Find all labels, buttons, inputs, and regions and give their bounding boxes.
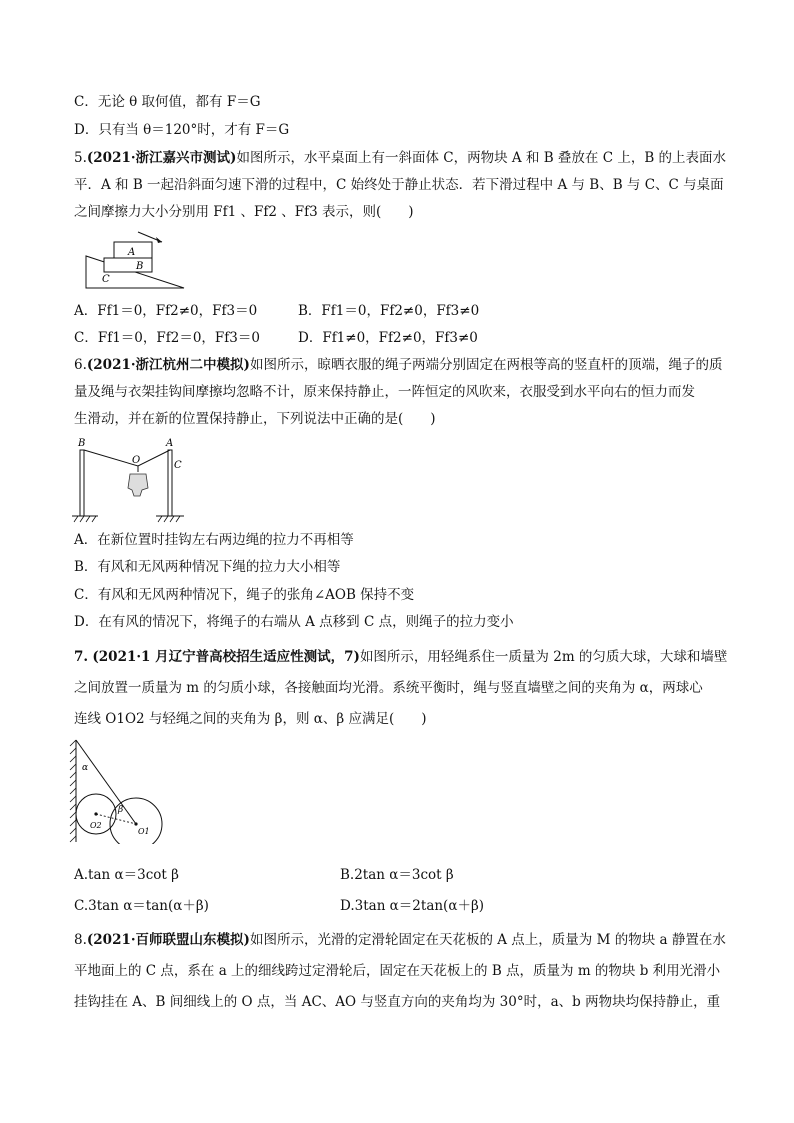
q5-option-b: B．Ff1＝0，Ff2≠0，Ff3≠0: [298, 303, 480, 319]
q6-label-c: C: [174, 460, 182, 471]
q6-number: 6.: [74, 357, 87, 373]
q6-label-a: A: [166, 438, 174, 449]
q6-option-b: B．有风和无风两种情况下绳的拉力大小相等: [74, 559, 341, 575]
q7-option-a: A.tan α＝3cot β: [74, 867, 179, 883]
q6-rope: [84, 450, 170, 466]
q7-rope: [76, 740, 136, 824]
q7-label-o2: O2: [90, 821, 102, 830]
q7-source: (2021·1 月辽宁普高校招生适应性测试，7): [92, 649, 360, 665]
q7-label-o1: O1: [138, 827, 150, 836]
q7-stem-line2: 之间放置一质量为 m 的匀质小球，各接触面均光滑。系统平衡时，绳与竖直墙壁之间的夹角为 α，两球心: [74, 680, 703, 696]
q6-figure: [72, 436, 190, 524]
q6-label-o: O: [132, 455, 141, 466]
q7-figure: [68, 738, 172, 844]
q8-number: 8.: [74, 932, 87, 948]
q8-text-1: 如图所示，光滑的定滑轮固定在天花板的 A 点上，质量为 M 的物块 a 静置在水: [249, 932, 726, 948]
q5-source: (2021·浙江嘉兴市测试): [86, 150, 237, 166]
q8-source: (2021·百师联盟山东模拟): [86, 932, 250, 948]
q5-label-a: A: [128, 247, 136, 258]
q7-text-1: 如图所示，用轻绳系住一质量为 2m 的匀质大球，大球和墙壁: [359, 649, 728, 665]
q8-stem-line2: 平地面上的 C 点，系在 a 上的细线跨过定滑轮后，固定在天花板上的 B 点，质量为 m 的物块 b 利用光滑小: [74, 963, 721, 979]
q5-option-d: D．Ff1≠0，Ff2≠0，Ff3≠0: [298, 330, 478, 346]
q6-stem-line1: [74, 356, 722, 374]
q5-number: 5.: [74, 150, 87, 166]
q5-stem-line2: 平．A 和 B 一起沿斜面匀速下滑的过程中，C 始终处于静止状态．若下滑过程中 A 与 B、B 与 C、C 与桌面: [74, 177, 724, 193]
q7-option-d: D.3tan α＝2tan(α＋β): [340, 898, 485, 914]
q6-option-a: A．在新位置时挂钩左右两边绳的拉力不再相等: [74, 532, 354, 548]
q5-stem-line3: 之间摩擦力大小分别用 Ff1 、Ff2 、Ff3 表示，则( ): [74, 204, 414, 220]
q6-source: (2021·浙江杭州二中模拟): [86, 357, 250, 373]
q7-stem-line3: 连线 O1O2 与轻绳之间的夹角为 β，则 α、β 应满足( ): [74, 711, 427, 727]
q7-stem-line1: [74, 648, 727, 666]
q5-label-b: B: [136, 261, 144, 272]
q7-number: 7.: [74, 649, 89, 665]
q5-block-b: [104, 258, 152, 272]
q6-label-b: B: [78, 438, 86, 449]
q6-stem-line2: 量及绳与衣架挂钩间摩擦均忽略不计，原来保持静止，一阵恒定的风吹来，衣服受到水平向右的恒力而发: [74, 384, 695, 400]
q6-stem-line3: 生滑动，并在新的位置保持静止，下列说法中正确的是( ): [74, 411, 436, 427]
q6-option-c: C．有风和无风两种情况下，绳子的张角∠AOB 保持不变: [74, 587, 415, 603]
q6-right-pole: [168, 450, 172, 516]
q7-option-c: C.3tan α＝tan(α＋β): [74, 898, 209, 914]
q7-option-b: B.2tan α＝3cot β: [340, 867, 454, 883]
q5-option-c: C．Ff1＝0，Ff2＝0，Ff3＝0: [74, 330, 260, 346]
q7-label-alpha: α: [82, 763, 89, 773]
q6-text-1: 如图所示，晾晒衣服的绳子两端分别固定在两根等高的竖直杆的顶端，绳子的质: [249, 357, 723, 373]
q4-option-c: C．无论 θ 取何值，都有 F＝G: [74, 94, 261, 110]
q6-clothes: [128, 474, 148, 496]
q7-wall-hatch: [70, 740, 76, 842]
q6-option-d: D．在有风的情况下，将绳子的右端从 A 点移到 C 点，则绳子的拉力变小: [74, 614, 514, 630]
q4-option-d: D．只有当 θ＝120°时，才有 F＝G: [74, 122, 290, 138]
q5-label-c: C: [102, 274, 110, 285]
q7-label-beta: β: [118, 805, 124, 815]
q6-ground-hatch: [74, 516, 180, 522]
q5-stem-line1: [74, 149, 726, 167]
q8-stem-line3: 挂钩挂在 A、B 间细线上的 O 点，当 AC、AO 与竖直方向的夹角均为 30°时，a、b 两物块均保持静止，重: [74, 994, 721, 1010]
q5-figure: [74, 228, 186, 292]
q5-text-1: 如图所示，水平桌面上有一斜面体 C，两物块 A 和 B 叠放在 C 上，B 的上表面水: [236, 150, 727, 166]
q5-option-a: A．Ff1＝0，Ff2≠0，Ff3＝0: [74, 303, 258, 319]
q6-left-pole: [80, 450, 84, 516]
q8-stem-line1: [74, 931, 726, 949]
